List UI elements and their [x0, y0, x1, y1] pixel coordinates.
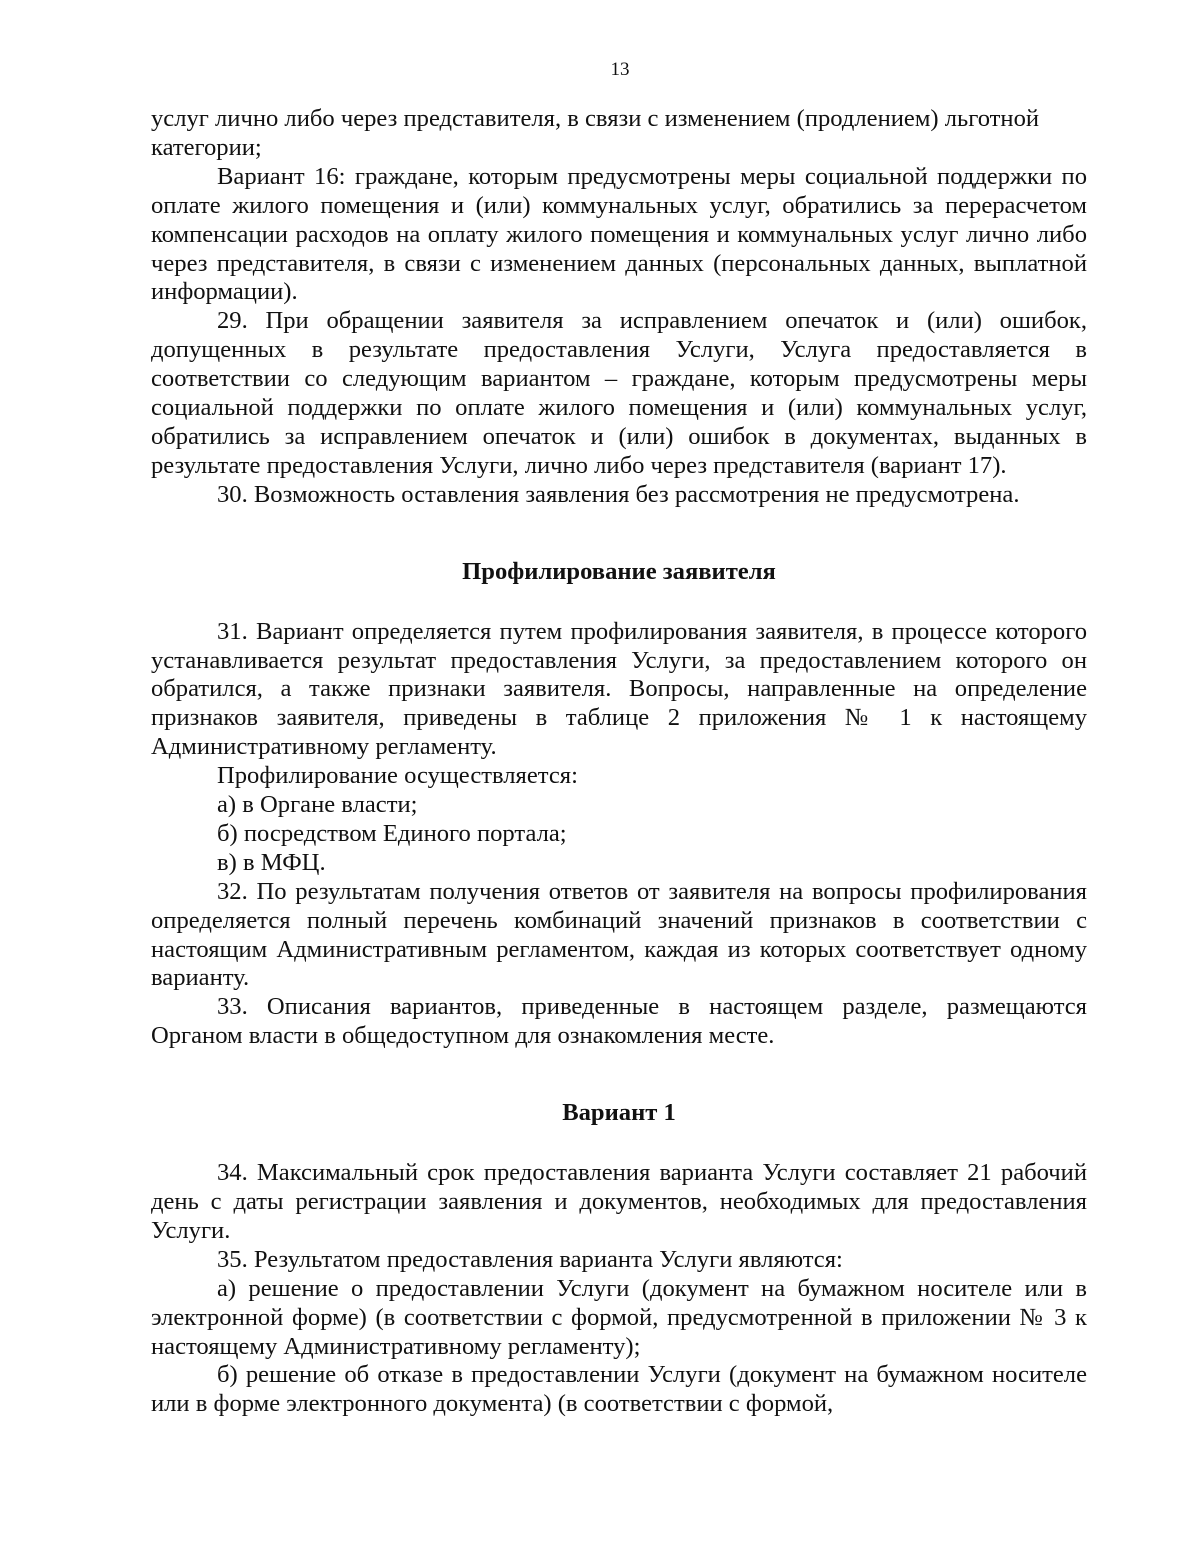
section-variant-1	[151, 1159, 1087, 1419]
list-item: а) в Органе власти;	[217, 791, 418, 819]
list-item: б) посредством Единого портала;	[217, 819, 567, 847]
section-heading: Вариант 1	[562, 1099, 676, 1127]
paragraph: 31. Вариант определяется путем профилирования заявителя, в процессе которого устанавливается результат предоставления Услуги, за предоставлением которого он обратился, а также признаки заявителя. Вопросы, направленные на определение признаков заявителя, приведены в таблице 2 приложения № 1 к настоящему Административному регламенту.	[151, 617, 1087, 761]
page-number: 13	[610, 59, 630, 80]
paragraph: 34. Максимальный срок предоставления варианта Услуги составляет 21 рабочий день с даты регистрации заявления и документов, необходимых для предоставления Услуги.	[151, 1159, 1087, 1244]
paragraph: 29. При обращении заявителя за исправлением опечаток и (или) ошибок, допущенных в результате предоставления Услуги, Услуга предоставляется в соответствии со следующим вариантом – граждане, которым предусмотрены меры социальной поддержки по оплате жилого помещения и (или) коммунальных услуг, обратились за исправлением опечаток и (или) ошибок в документах, выданных в результате предоставления Услуги, лично либо через представителя (вариант 17).	[151, 307, 1087, 479]
paragraph: Профилирование осуществляется:	[217, 762, 578, 790]
paragraph: 30. Возможность оставления заявления без рассмотрения не предусмотрена.	[217, 480, 1020, 508]
document-body	[151, 105, 1087, 1419]
list-item: в) в МФЦ.	[217, 848, 326, 876]
section-profiling	[151, 618, 1087, 1052]
paragraph: услуг лично либо через представителя, в связи с изменением (продлением) льготной категории;	[151, 105, 1040, 161]
paragraph: Вариант 16: граждане, которым предусмотрены меры социальной поддержки по оплате жилого помещения и (или) коммунальных услуг, обратились за перерасчетом компенсации расходов на оплату жилого помещения и коммунальных услуг лично либо через представителя, в связи с изменением данных (персональных данных, выплатной информации).	[151, 162, 1087, 306]
paragraph: 33. Описания вариантов, приведенные в настоящем разделе, размещаются Органом власти в общедоступном для ознакомления месте.	[151, 993, 1087, 1050]
section-heading: Профилирование заявителя	[462, 557, 776, 585]
list-item: б) решение об отказе в предоставлении Услуги (документ на бумажном носителе или в форме электронного документа) (в соответствии с формой,	[151, 1361, 1087, 1418]
paragraph: 35. Результатом предоставления варианта Услуги являются:	[217, 1245, 843, 1273]
section-top	[151, 105, 1087, 510]
paragraph: 32. По результатам получения ответов от заявителя на вопросы профилирования определяется полный перечень комбинаций значений признаков в соответствии с настоящим Административным регламентом, каждая из которых соответствует одному варианту.	[151, 877, 1087, 992]
list-item: а) решение о предоставлении Услуги (документ на бумажном носителе или в электронной форме) (в соответствии с формой, предусмотренной в приложении № 3 к настоящему Административному регламенту);	[151, 1274, 1087, 1360]
